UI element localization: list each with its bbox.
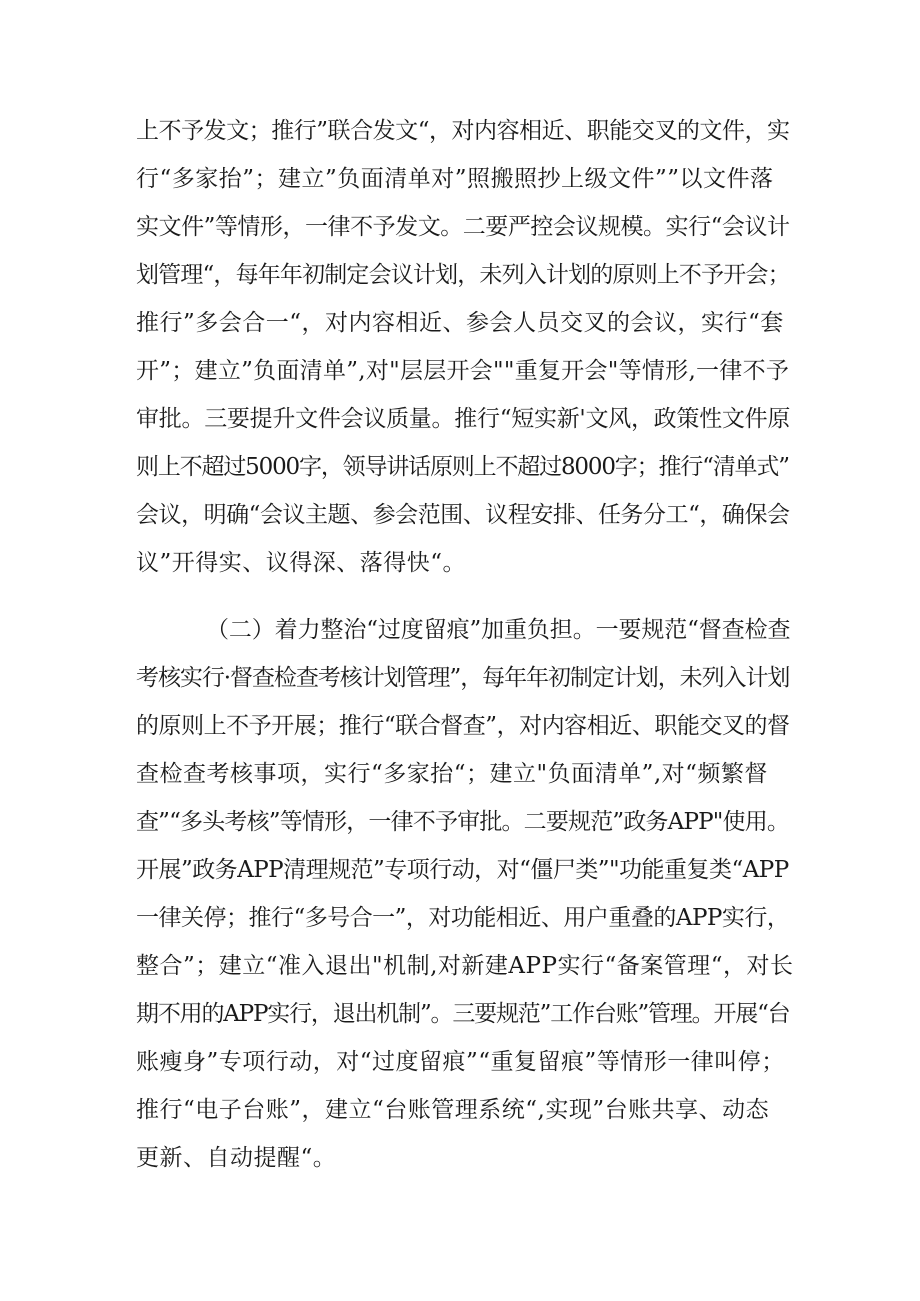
text-line: 考核实行·督查检查考核计划管理”，每年年初制定计划，未列入计划 — [136, 665, 790, 691]
text-line: 开”；建立”负面清单”,对"层层开会""重复开会"等情形,一律不予 — [136, 358, 790, 384]
text-line: 议”开得实、议得深、落得快“。 — [136, 550, 467, 576]
text-line: 查”“多头考核”等情形，一律不予审批。二要规范”政务APP"使用。 — [136, 809, 790, 835]
text-line: （二）着力整治“过度留痕”加重负担。一要规范“督查检查 — [206, 617, 791, 643]
text-line: 行“多家抬”；建立”负面清单对”照搬照抄上级文件””以文件落 — [136, 166, 774, 192]
text-line: 推行”多会合一“，对内容相近、参会人员交叉的会议，实行“套 — [136, 310, 784, 336]
text-line: 的原则上不予开展；推行“联合督查”，对内容相近、职能交叉的督 — [136, 713, 790, 739]
text-line: 查检查考核事项，实行“多家抬“；建立"负面清单”,对“频繁督 — [136, 761, 768, 787]
text-line: 审批。三要提升文件会议质量。推行“短实新'文风，政策性文件原 — [136, 406, 791, 432]
text-line: 实文件”等情形，一律不予发文。二要严控会议规模。实行“会议计 — [136, 214, 790, 240]
text-line: 整合”；建立“准入退出"机制,对新建APP实行“备案管理“，对长 — [136, 953, 794, 979]
text-line: 更新、自动提醒“。 — [136, 1145, 337, 1171]
text-line: 开展”政务APP清理规范”专项行动，对“僵尸类”"功能重复类“APP — [136, 857, 789, 883]
text-line: 一律关停；推行“多号合一”，对功能相近、用户重叠的APP实行， — [136, 905, 790, 931]
text-line: 会议，明确“会议主题、参会范围、议程安排、任务分工“，确保会 — [136, 502, 790, 528]
text-line: 上不予发文；推行”联合发文“，对内容相近、职能交叉的文件，实 — [136, 118, 790, 144]
text-line: 账瘦身”专项行动，对“过度留痕”“重复留痕”等情形一律叫停； — [136, 1049, 785, 1075]
text-line: 期不用的APP实行，退出机制”。三要规范”工作台账”管理。开展“台 — [136, 1001, 790, 1027]
text-line: 划管理“，每年年初制定会议计划，未列入计划的原则上不予开会； — [136, 262, 790, 288]
text-line: 则上不超过5000字，领导讲话原则上不超过8000字；推行“清单式” — [136, 454, 789, 480]
text-line: 推行“电子台账”，建立“台账管理系统“,实现”台账共享、动态 — [136, 1097, 770, 1123]
